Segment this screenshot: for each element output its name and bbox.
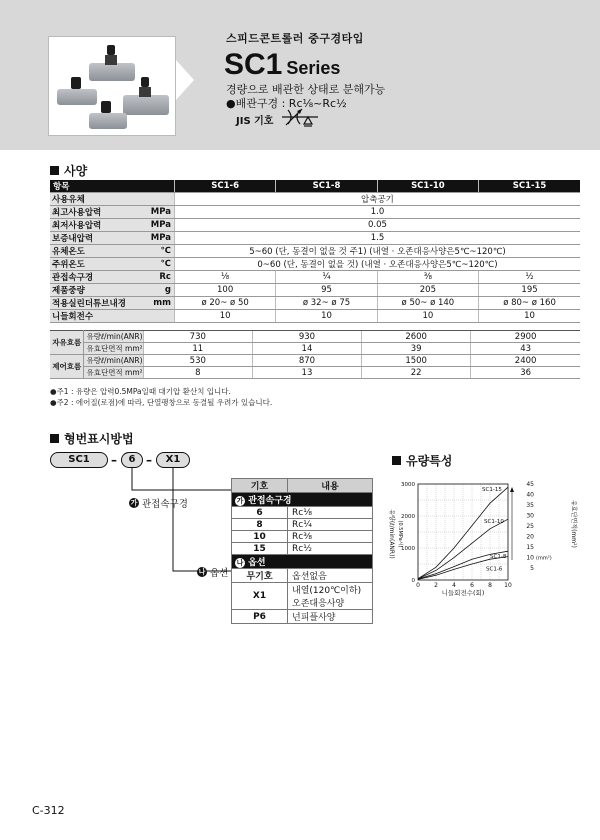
spec-row-value: 205 (377, 284, 478, 297)
code-row: 무기호 옵션없음 (232, 569, 373, 583)
y-left-axis-note: (0.5MPa시) (397, 520, 403, 548)
flow-row-value: 930 (252, 331, 361, 343)
page-number: C-312 (32, 804, 65, 817)
square-bullet-icon (392, 456, 401, 465)
model-dash: – (146, 453, 152, 467)
spec-row-value: 5~60 (단, 동결이 없을 것 주1) (내열 · 오존대응사양은5℃~120℃) (174, 245, 580, 258)
flow-row-value: 2400 (471, 355, 580, 367)
flow-row (50, 343, 580, 355)
spec-row-value: 10 (174, 310, 275, 323)
note-2: ●주2 : 에어질(로점)에 따라, 단열팽창으로 동결될 우려가 있습니다. (50, 398, 273, 407)
flow-group-label: 자유흐름 (50, 331, 84, 355)
series-label: SC1-6 (486, 566, 503, 573)
spec-row-value: ø 50~ ø 140 (377, 297, 478, 310)
x-tick-label: 4 (452, 582, 456, 589)
spec-row-value: ⅜ (377, 271, 478, 284)
marker-ga-icon: 가 (130, 499, 138, 507)
spec-header-col: SC1-8 (276, 180, 377, 193)
arrow-up-head-icon (510, 487, 514, 492)
spec-header-col: SC1-15 (479, 180, 580, 193)
flow-row-value: 1500 (362, 355, 471, 367)
series-suffix: Series (286, 58, 341, 78)
spec-row-value: 10 (479, 310, 580, 323)
x-tick-label: 0 (416, 582, 420, 589)
spec-row-value: ⅛ (174, 271, 275, 284)
y-left-tick-label: 1000 (401, 546, 415, 552)
spec-row-value: ø 32~ ø 75 (276, 297, 377, 310)
spec-row (50, 310, 580, 323)
flow-row-value: 14 (252, 343, 361, 355)
callout-bore: 가 관접속구경 (130, 499, 188, 510)
spec-row-unit: MPa (140, 206, 174, 219)
spec-row (50, 219, 580, 232)
flow-row-label: 유량ℓ/min(ANR) (84, 331, 143, 343)
code-group-option: 나 옵션 (232, 555, 373, 569)
spec-row-value: 0~60 (단, 동결이 없을 것) (내열 · 오존대응사양은5℃~120℃) (174, 258, 580, 271)
model-dash: – (111, 453, 117, 467)
y-right-tick-label: 25 (526, 523, 534, 530)
spec-row (50, 271, 580, 284)
y-right-tick-label: 30 (526, 512, 534, 520)
code-row: P6 넌피플사양 (232, 610, 373, 624)
x-tick-label: 10 (504, 582, 512, 589)
flow-row-value: 39 (362, 343, 471, 355)
spec-row-value: 압축공기 (174, 193, 580, 206)
y-right-tick-label: 40 (526, 491, 534, 499)
y-left-axis-label: 유량(ℓ/min(ANR)) (388, 509, 395, 559)
spec-row-value: 1.0 (174, 206, 580, 219)
spec-row-value: ø 20~ ø 50 (174, 297, 275, 310)
spec-row-value: 10 (377, 310, 478, 323)
spec-row-label: 사용유체 (50, 193, 140, 206)
x-tick-label: 6 (470, 582, 474, 589)
spec-row-unit: mm (140, 297, 174, 310)
flow-row-value: 13 (252, 367, 361, 379)
flow-row (50, 367, 580, 379)
spec-row (50, 206, 580, 219)
spec-row-value: 0.05 (174, 219, 580, 232)
spec-row-value: 195 (479, 284, 580, 297)
spec-header-row (50, 180, 580, 193)
spec-row-value: ø 80~ ø 160 (479, 297, 580, 310)
product-photo (48, 36, 176, 136)
x-tick-label: 2 (434, 582, 438, 589)
callout-option: 나 옵션 (198, 568, 229, 579)
flow-row-value: 43 (471, 343, 580, 355)
flow-row-label: 유효단면적 mm² (84, 367, 143, 379)
flow-row-value: 8 (143, 367, 252, 379)
flow-row-value: 730 (143, 331, 252, 343)
spec-row-value: 10 (276, 310, 377, 323)
spec-row-label: 최저사용압력 (50, 219, 140, 232)
model-part-option: X1 (156, 452, 190, 468)
code-row: 10 Rc⅜ (232, 531, 373, 543)
marker-na-icon: 나 (198, 568, 206, 576)
flow-row-value: 870 (252, 355, 361, 367)
spec-row-label: 적용실린더튜브내경 (50, 297, 140, 310)
spec-row-label: 니들회전수 (50, 310, 140, 323)
flow-row-value: 11 (143, 343, 252, 355)
spec-section-title: 사양 (50, 162, 87, 179)
x-axis-label: 니들회전수(회) (441, 589, 485, 597)
y-right-tick-label: 20 (526, 533, 534, 541)
square-bullet-icon (50, 166, 59, 175)
y-left-tick-label: 3000 (401, 482, 415, 488)
flow-characteristic-chart (380, 474, 580, 614)
spec-row (50, 232, 580, 245)
model-part-series: SC1 (50, 452, 108, 468)
flow-row (50, 331, 580, 343)
flow-row-value: 530 (143, 355, 252, 367)
code-row: X1 내열(120℃이하) 오존대응사양 (232, 583, 373, 610)
spec-row-value: 100 (174, 284, 275, 297)
code-header-row: 기호 내용 (232, 479, 373, 493)
series-name: SC1 (224, 48, 283, 81)
model-leader-lines (120, 468, 240, 578)
flow-row-value: 2900 (471, 331, 580, 343)
product-description: 경량으로 배관한 상태로 분해가능 (226, 83, 386, 96)
flow-row-value: 22 (362, 367, 471, 379)
y-right-tick-label: 35 (526, 502, 534, 509)
marker-na-icon: 나 (236, 559, 244, 567)
spec-row-value: ¼ (276, 271, 377, 284)
spec-row (50, 297, 580, 310)
speed-controller-symbol-icon (282, 106, 318, 128)
spec-row-unit: ℃ (140, 245, 174, 258)
marker-ga-icon: 가 (236, 497, 244, 505)
code-row: 8 Rc¼ (232, 519, 373, 531)
y-right-tick-label: 45 (526, 481, 534, 488)
spec-header-col: SC1-6 (174, 180, 275, 193)
y-right-unit: (mm²) (536, 555, 552, 562)
model-section-title: 형번표시방법 (50, 430, 134, 447)
spec-row (50, 284, 580, 297)
spec-row-label: 최고사용압력 (50, 206, 140, 219)
spec-row-label: 관접속구경 (50, 271, 140, 284)
spec-row-label: 주위온도 (50, 258, 140, 271)
spec-row (50, 193, 580, 206)
model-part-bore: 6 (121, 452, 143, 468)
product-subtitle: 스피드콘트롤러 중구경타입 (226, 32, 364, 45)
flow-row-label: 유량ℓ/min(ANR) (84, 355, 143, 367)
spec-row-value: 95 (276, 284, 377, 297)
flow-table (50, 330, 580, 379)
y-right-tick-label: 15 (526, 544, 534, 551)
code-row: 6 Rc⅛ (232, 507, 373, 519)
series-label: SC1-15 (482, 487, 502, 494)
series-title (224, 50, 340, 83)
spec-header-col: SC1-10 (377, 180, 478, 193)
code-group-bore: 가 관접속구경 (232, 493, 373, 507)
spec-table (50, 180, 580, 323)
spec-row-unit: Rc (140, 271, 174, 284)
chart-section-title: 유량특성 (392, 452, 452, 469)
note-1: ●주1 : 유량은 압력0.5MPa일때 대기압 환산치 입니다. (50, 387, 231, 396)
spec-row-label: 제품중량 (50, 284, 140, 297)
series-label: SC1-8 (490, 554, 507, 561)
jis-label: JIS 기호 (236, 116, 274, 127)
model-code-table (231, 478, 373, 624)
y-left-tick-label: 0 (411, 578, 415, 584)
flow-row-value: 2600 (362, 331, 471, 343)
flow-row (50, 355, 580, 367)
y-left-tick-label: 2000 (401, 514, 415, 520)
square-bullet-icon (50, 434, 59, 443)
spec-row-value: 1.5 (174, 232, 580, 245)
y-right-tick-label: 10 (526, 554, 534, 562)
y-right-tick-label: 5 (530, 565, 534, 572)
photo-pointer (176, 60, 194, 100)
spec-row-unit: MPa (140, 232, 174, 245)
series-label: SC1-10 (484, 519, 504, 526)
spec-row-unit (140, 193, 174, 206)
code-row: 15 Rc½ (232, 543, 373, 555)
spec-row (50, 258, 580, 271)
spec-row-unit: MPa (140, 219, 174, 232)
spec-header-item: 항목 (50, 180, 174, 193)
spec-row-label: 유체온도 (50, 245, 140, 258)
piping-size: ●배관구경 : Rc⅛~Rc½ (226, 97, 347, 110)
y-right-axis-label: 유효단면적(mm²) (570, 500, 577, 548)
spec-row (50, 245, 580, 258)
x-tick-label: 8 (488, 582, 492, 589)
flow-row-label: 유효단면적 mm² (84, 343, 143, 355)
spec-row-unit (140, 310, 174, 323)
flow-group-label: 제어흐름 (50, 355, 84, 379)
spec-row-value: ½ (479, 271, 580, 284)
spec-row-label: 보증내압력 (50, 232, 140, 245)
flow-row-value: 36 (471, 367, 580, 379)
spec-row-unit: ℃ (140, 258, 174, 271)
spec-row-unit: g (140, 284, 174, 297)
